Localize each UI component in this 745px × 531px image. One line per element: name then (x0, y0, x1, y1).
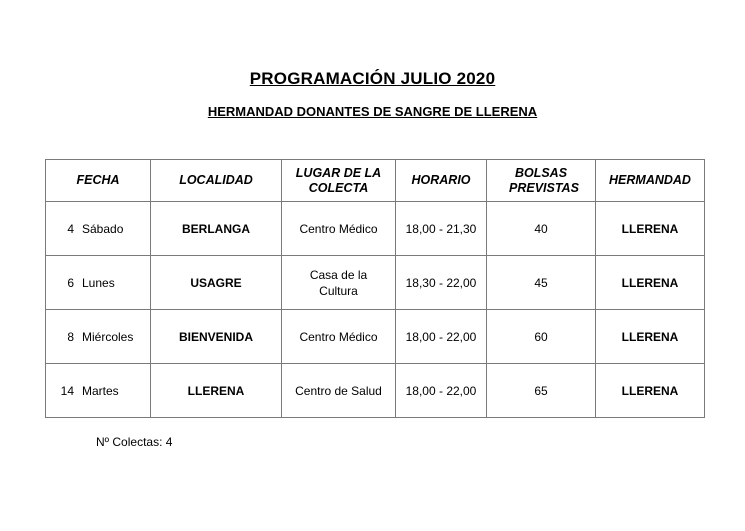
schedule-table (45, 159, 705, 418)
cell-horario: 18,00 - 22,00 (396, 310, 487, 364)
weekday: Sábado (82, 221, 124, 236)
weekday: Martes (82, 383, 119, 398)
cell-fecha (46, 256, 151, 310)
header-fecha: FECHA (46, 160, 151, 202)
cell-fecha (46, 310, 151, 364)
cell-localidad: LLERENA (151, 364, 282, 418)
cell-lugar: Centro Médico (282, 310, 396, 364)
page-title: PROGRAMACIÓN JULIO 2020 (249, 69, 496, 88)
cell-bolsas: 40 (487, 202, 596, 256)
cell-lugar: Centro de Salud (282, 364, 396, 418)
cell-horario: 18,00 - 21,30 (396, 202, 487, 256)
cell-lugar: Centro Médico (282, 202, 396, 256)
cell-hermandad: LLERENA (596, 364, 705, 418)
cell-localidad: BIENVENIDA (151, 310, 282, 364)
cell-horario: 18,30 - 22,00 (396, 256, 487, 310)
day-number: 4 (67, 221, 74, 236)
cell-fecha (46, 364, 151, 418)
table-header-row (46, 160, 705, 202)
cell-fecha (46, 202, 151, 256)
colectas-count: Nº Colectas: 4 (96, 435, 173, 449)
table-row (46, 364, 705, 418)
table-row (46, 310, 705, 364)
day-number: 14 (60, 383, 74, 398)
header-horario: HORARIO (396, 160, 487, 202)
header-lugar: LUGAR DE LA COLECTA (282, 160, 396, 202)
cell-hermandad: LLERENA (596, 310, 705, 364)
day-number: 6 (67, 275, 74, 290)
header-hermandad: HERMANDAD (596, 160, 705, 202)
cell-localidad: USAGRE (151, 256, 282, 310)
page-subtitle: HERMANDAD DONANTES DE SANGRE DE LLERENA (207, 104, 538, 119)
cell-localidad: BERLANGA (151, 202, 282, 256)
header-bolsas: BOLSAS PREVISTAS (487, 160, 596, 202)
weekday: Miércoles (82, 329, 134, 344)
cell-bolsas: 45 (487, 256, 596, 310)
header-localidad: LOCALIDAD (151, 160, 282, 202)
table-row (46, 202, 705, 256)
cell-bolsas: 65 (487, 364, 596, 418)
table-row (46, 256, 705, 310)
cell-hermandad: LLERENA (596, 202, 705, 256)
cell-lugar: Casa de la Cultura (282, 256, 396, 310)
cell-bolsas: 60 (487, 310, 596, 364)
day-number: 8 (67, 329, 74, 344)
cell-hermandad: LLERENA (596, 256, 705, 310)
weekday: Lunes (82, 275, 115, 290)
cell-horario: 18,00 - 22,00 (396, 364, 487, 418)
